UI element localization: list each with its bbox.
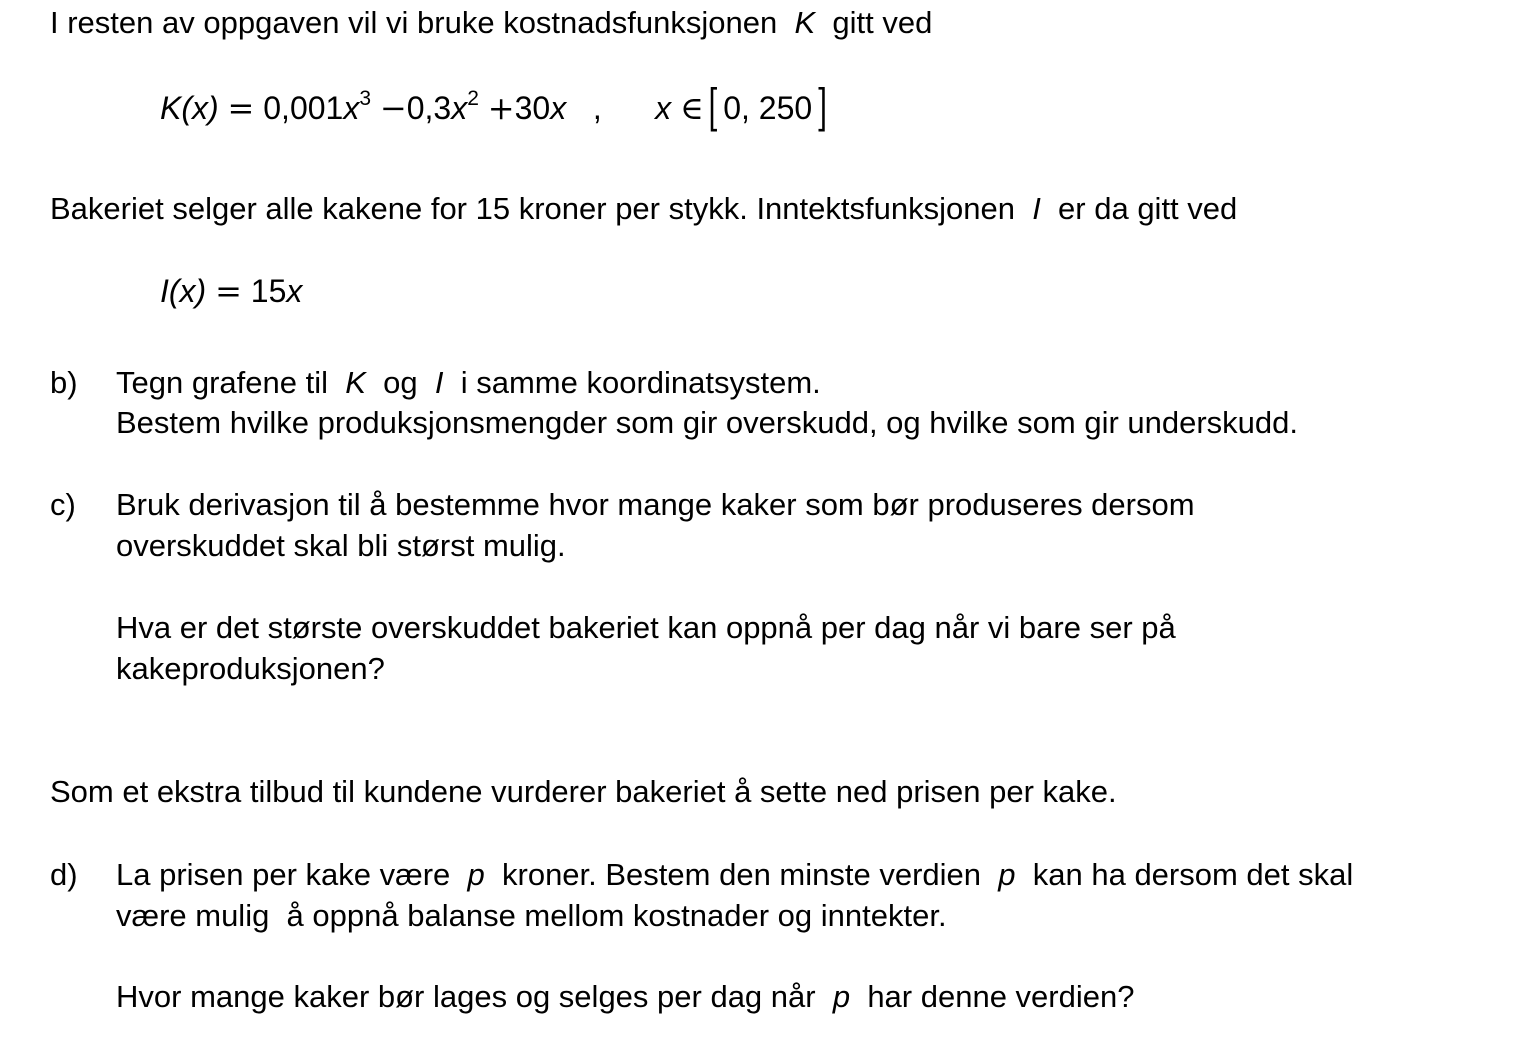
formula-k-exp2: 2 <box>467 87 479 110</box>
task-d-line1-b: kroner. Bestem den minste verdien <box>502 857 982 892</box>
formula-k-bracket-open: [ <box>708 79 719 137</box>
task-d-sym-p1: p <box>467 857 485 892</box>
formula-k-equals: = <box>227 89 255 127</box>
task-b-sym-k: K <box>345 365 366 400</box>
intro-line <box>50 2 932 43</box>
formula-k-bracket-close: ] <box>816 79 828 137</box>
task-b-sym-i: I <box>434 365 444 400</box>
revenue-intro-line <box>50 188 1237 229</box>
bakeriet-text-after: er da gitt ved <box>1058 191 1238 226</box>
formula-k-coef1: 0,001 <box>263 90 344 126</box>
task-c-label: c) <box>50 487 76 522</box>
formula-i-func: I <box>160 273 169 309</box>
formula-i-var: x <box>286 273 303 309</box>
intro-text-before: I resten av oppgaven vil vi bruke kostnadsfunksjonen <box>50 5 778 40</box>
task-d-line3 <box>116 976 1134 1017</box>
bakeriet-text-before: Bakeriet selger alle kakene for 15 kroner per stykk. Inntektsfunksjonen <box>50 191 1015 226</box>
task-d-sym-p3: p <box>832 979 851 1014</box>
intro-text-after: gitt ved <box>832 5 933 40</box>
task-c-line4: kakeproduksjonen? <box>116 651 385 686</box>
formula-k-interval: 0, 250 <box>723 90 813 126</box>
formula-k-var1: x <box>343 90 360 126</box>
task-b-label: b) <box>50 365 78 400</box>
task-d-line1-c: kan ha dersom det skal <box>1032 857 1354 892</box>
task-c-line1: Bruk derivasjon til å bestemme hvor mange kaker som bør produseres dersom <box>116 487 1195 522</box>
formula-i-arg: (x) <box>168 273 207 309</box>
task-b-line1 <box>116 362 821 403</box>
task-d-line3-b: har denne verdien? <box>867 979 1135 1014</box>
task-d-line1-a: La prisen per kake være <box>116 857 451 892</box>
task-d-line1 <box>116 854 1353 895</box>
intro-symbol-k: K <box>794 5 816 40</box>
task-b-line1-a: Tegn grafene til <box>116 365 328 400</box>
task-b-line1-b: og <box>383 365 418 400</box>
formula-k-coef3: 30 <box>514 90 551 126</box>
formula-k-coef2: 0,3 <box>406 90 452 126</box>
formula-k-func: K <box>160 90 182 126</box>
formula-k-arg: (x) <box>181 90 219 126</box>
formula-k-comma: , <box>592 90 602 126</box>
formula-i-coef: 15 <box>250 273 287 309</box>
formula-k-var2: x <box>451 90 468 126</box>
task-c-line2: overskuddet skal bli størst mulig. <box>116 528 566 563</box>
task-d-line2: være mulig å oppnå balanse mellom kostnader og inntekter. <box>116 898 947 933</box>
formula-k-op2: − <box>379 89 407 127</box>
task-b-line2: Bestem hvilke produksjonsmengder som gir overskudd, og hvilke som gir underskudd. <box>116 405 1299 440</box>
task-d-label: d) <box>50 857 78 892</box>
task-c-line3: Hva er det største overskuddet bakeriet kan oppnå per dag når vi bare ser på <box>116 610 1176 645</box>
formula-k-var3: x <box>550 90 567 126</box>
formula-k-element-of: ∈ <box>679 89 704 127</box>
task-d-sym-p2: p <box>998 857 1016 892</box>
task-b-line1-c: i samme koordinatsystem. <box>460 365 821 400</box>
bakeriet-symbol-i: I <box>1032 191 1041 226</box>
task-d-line3-a: Hvor mange kaker bør lages og selges per dag når <box>116 979 816 1014</box>
formula-k-op3: + <box>487 89 515 127</box>
cost-function-formula <box>160 79 832 137</box>
formula-i-equals: = <box>215 272 242 310</box>
formula-k-exp1: 3 <box>359 87 372 110</box>
offer-line: Som et ekstra tilbud til kundene vurderer bakeriet å sette ned prisen per kake. <box>50 774 1117 809</box>
formula-k-domain-var: x <box>655 90 672 126</box>
revenue-function-formula <box>160 271 302 312</box>
